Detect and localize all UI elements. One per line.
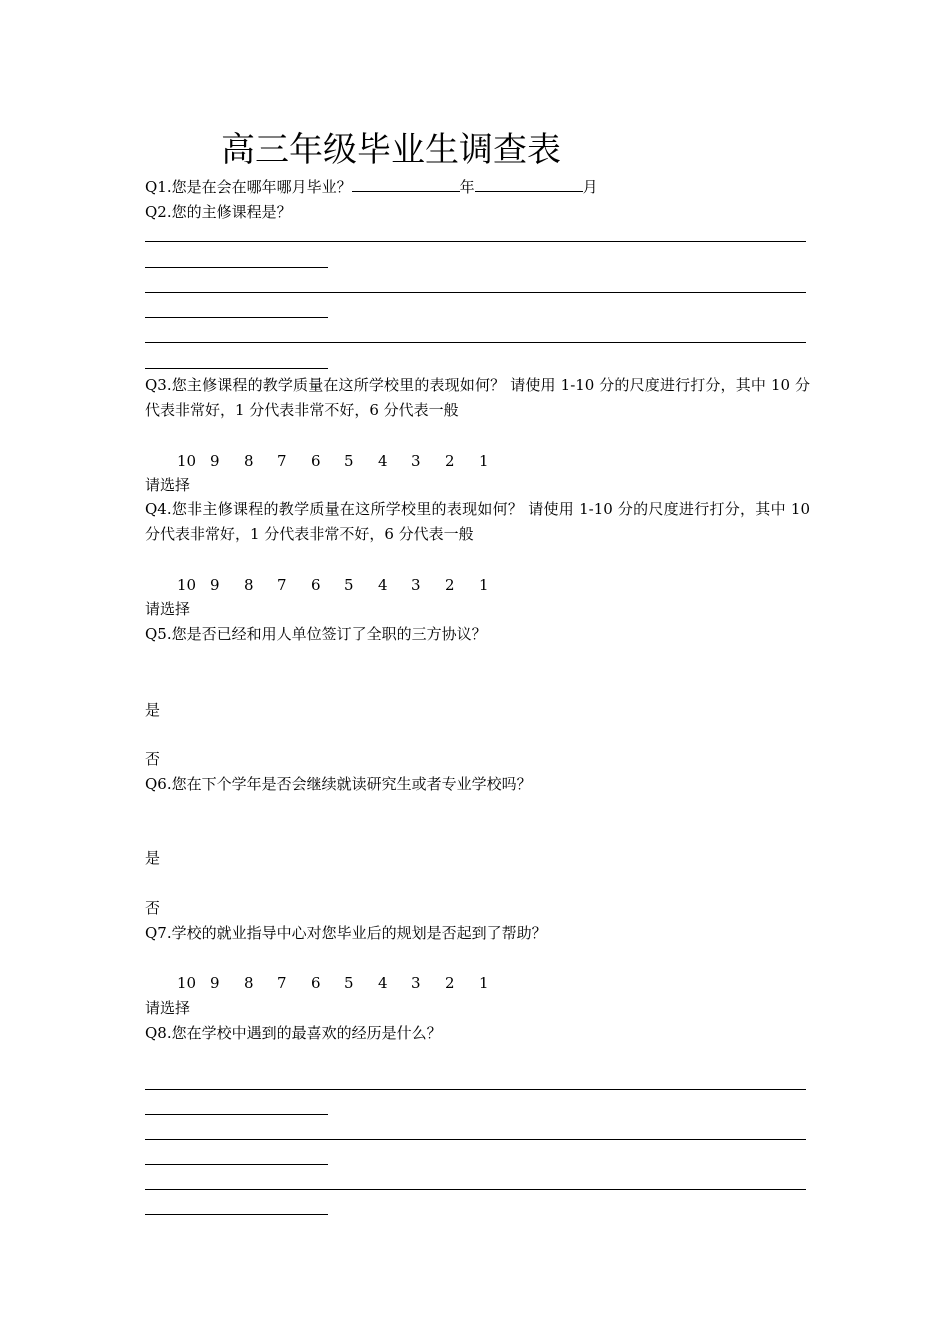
answer-line [145, 368, 328, 369]
rating-option[interactable]: 9 [210, 452, 220, 470]
rating-option[interactable]: 7 [277, 974, 287, 992]
rating-option[interactable]: 8 [244, 452, 254, 470]
page-title: 高三年级毕业生调查表 [221, 130, 561, 170]
answer-line [145, 1114, 328, 1115]
answer-line [145, 1089, 806, 1090]
answer-line [145, 1164, 328, 1165]
q7-text: Q7.学校的就业指导中心对您毕业后的规划是否起到了帮助？ [145, 924, 547, 942]
q5-text: Q5.您是否已经和用人单位签订了全职的三方协议？ [145, 625, 487, 643]
rating-option[interactable]: 3 [411, 974, 421, 992]
q5-option-yes[interactable]: 是 [145, 701, 161, 719]
rating-option[interactable]: 10 [177, 452, 197, 470]
q4-text: Q4.您非主修课程的教学质量在这所学校里的表现如何？ 请使用 1-10 分的尺度进行打分，其中 10 分代表非常好，1 分代表非常不好，6 分代表一般 [145, 500, 810, 543]
q6-text: Q6.您在下个学年是否会继续就读研究生或者专业学校吗？ [145, 775, 532, 793]
rating-option[interactable]: 7 [277, 452, 287, 470]
rating-option[interactable]: 3 [411, 452, 421, 470]
q4-select-label[interactable]: 请选择 [145, 600, 191, 618]
answer-line [145, 1214, 328, 1215]
rating-option[interactable]: 9 [210, 974, 220, 992]
rating-option[interactable]: 1 [479, 974, 489, 992]
rating-option[interactable]: 4 [378, 974, 388, 992]
q3-rating-scale [0, 449, 950, 473]
q6-option-yes[interactable]: 是 [145, 849, 161, 867]
rating-option[interactable]: 7 [277, 576, 287, 594]
q8-text: Q8.您在学校中遇到的最喜欢的经历是什么？ [145, 1024, 442, 1042]
q1-year-label: 年 [459, 178, 475, 196]
q1-month-label: 月 [582, 178, 598, 196]
answer-line [145, 342, 806, 343]
q2-text: Q2.您的主修课程是？ [145, 203, 292, 221]
answer-line [145, 317, 328, 318]
q7-select-label[interactable]: 请选择 [145, 999, 191, 1017]
rating-option[interactable]: 2 [445, 576, 455, 594]
q1-year-blank[interactable] [352, 176, 460, 192]
rating-option[interactable]: 8 [244, 576, 254, 594]
q1-month-blank[interactable] [475, 176, 583, 192]
rating-option[interactable]: 9 [210, 576, 220, 594]
answer-line [145, 241, 806, 242]
rating-option[interactable]: 2 [445, 974, 455, 992]
q7-rating-scale [0, 971, 950, 995]
rating-option[interactable]: 2 [445, 452, 455, 470]
answer-line [145, 292, 806, 293]
rating-option[interactable]: 10 [177, 974, 197, 992]
rating-option[interactable]: 8 [244, 974, 254, 992]
rating-option[interactable]: 5 [344, 452, 354, 470]
answer-line [145, 267, 328, 268]
q3-text: Q3.您主修课程的教学质量在这所学校里的表现如何？ 请使用 1-10 分的尺度进行打分，其中 10 分代表非常好，1 分代表非常不好，6 分代表一般 [145, 376, 810, 419]
q4-rating-scale [0, 573, 950, 597]
rating-option[interactable]: 6 [311, 576, 321, 594]
q1-text: Q1.您是在会在哪年哪月毕业？ [145, 178, 352, 196]
answer-line [145, 1139, 806, 1140]
rating-option[interactable]: 3 [411, 576, 421, 594]
q3-select-label[interactable]: 请选择 [145, 476, 191, 494]
rating-option[interactable]: 1 [479, 452, 489, 470]
rating-option[interactable]: 6 [311, 452, 321, 470]
q6-option-no[interactable]: 否 [145, 899, 161, 917]
rating-option[interactable]: 5 [344, 576, 354, 594]
answer-line [145, 1189, 806, 1190]
rating-option[interactable]: 5 [344, 974, 354, 992]
rating-option[interactable]: 4 [378, 576, 388, 594]
q1-row [145, 175, 598, 199]
rating-option[interactable]: 10 [177, 576, 197, 594]
rating-option[interactable]: 1 [479, 576, 489, 594]
rating-option[interactable]: 4 [378, 452, 388, 470]
q5-option-no[interactable]: 否 [145, 750, 161, 768]
rating-option[interactable]: 6 [311, 974, 321, 992]
